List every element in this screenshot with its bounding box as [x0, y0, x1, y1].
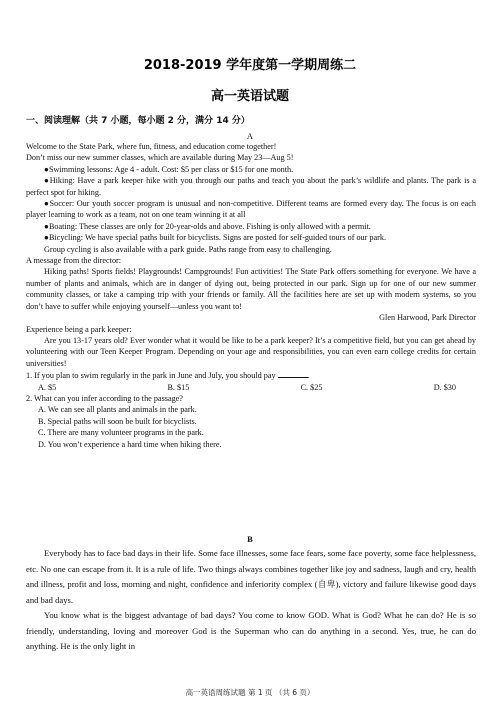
passage-a-line: ●Bicycling: We have special paths built for bicyclists. Signs are posted for self-guided tours of our park.: [44, 233, 387, 243]
option: C. There are many volunteer programs in the park.: [38, 428, 204, 438]
question-2-stem: 2. What can you infer according to the passage?: [26, 393, 183, 403]
exam-title: 2018-2019 学年度第一学期周练二: [143, 58, 357, 73]
passage-a-line: ●Soccer: Our youth soccer program is unusual and non-competitive. Different teams are formed every day. The focus is on each player learning to work as a team, not on one team winning it at all: [26, 199, 476, 220]
exam-subtitle: 高一英语试题: [210, 89, 289, 104]
passage-b-label: B: [247, 534, 253, 544]
passage-b-paragraph: Everybody has to face bad days in their life. Some face illnesses, some face fears, some face poverty, some face helplessness, etc. No one can escape from it. It is a rule of life. Two things always combines together like joy and sadness, laugh and cry, health and illness, profit and loss, morning and night, confidence and inferiority complex (自卑), victory and failure likewise good days and bad days.: [26, 548, 476, 605]
option: B. Special paths will soon be built for bicyclists.: [38, 416, 197, 426]
passage-a-line: Experience being a park keeper:: [26, 324, 132, 334]
passage-a-line: Are you 13-17 years old? Ever wonder what it would be like to be a park keeper? It’s a competitive field, but you can get ahead by volunteering with our Teen Keeper Program. Depending on your age and responsibilities, you can even earn college credits for certain universities!: [26, 335, 476, 368]
option: D. You won’t experience a hard time when hiking there.: [38, 439, 222, 449]
passage-a-line: ●Boating: These classes are only for 20-year-olds and above. Fishing is only allowed with a permit.: [44, 221, 371, 231]
passage-a-line: Don’t miss our new summer classes, which are available during May 23—Aug 5!: [26, 153, 294, 163]
option: A. $5: [38, 382, 57, 392]
director-signature: Glen Harwood, Park Director: [379, 313, 476, 323]
passage-b-paragraph: You know what is the biggest advantage of bad days? You come to know GOD. What is God? What he can do? He is so friendly, understanding, loving and moreover God is the Superman who can do anything in a second. Yes, true, he can do anything. He is the only light in: [26, 610, 476, 651]
option: A. We can see all plants and animals in the park.: [38, 405, 197, 415]
passage-a-line: Welcome to the State Park, where fun, fitness, and education come together!: [26, 142, 277, 151]
passage-a: [26, 141, 476, 450]
page-footer: 高一英语周练试题 第 1 页 （共 6 页）: [185, 688, 315, 697]
passage-a-line: ●Swimming lessons: Age 4 - adult. Cost: $5 per class or $15 for one month.: [44, 164, 294, 174]
answer-blank: [278, 369, 308, 378]
section-heading: 一、阅读理解（共 7 小题，每小题 2 分，满分 14 分）: [26, 116, 250, 126]
question-1-options: [26, 382, 476, 393]
option: B. $15: [167, 382, 190, 392]
passage-a-line: Hiking paths! Sports fields! Playgrounds! Campgrounds! Fun activities! The State Park offers something for everyone. We have a number of plants and animals, which are in danger of dying out, being protected in our park. Sign up for one of our new summer community classes, or take a camping trip with your friends or family. All the facilities here are set up with modern systems, so you don’t have to suffer while enjoying yourself—unless you want to!: [26, 267, 476, 311]
question-1-stem: 1. If you plan to swim regularly in the park in June and July, you should pay .: [26, 371, 310, 381]
passage-b: [26, 546, 476, 655]
passage-a-line: Group cycling is also available with a park guide. Paths range from easy to challenging.: [44, 244, 332, 254]
option: C. $25: [300, 382, 323, 392]
passage-a-line: ●Hiking: Have a park keeper hike with you through our paths and teach you about the park’s wildlife and plants. The park is a perfect spot for hiking.: [26, 176, 476, 197]
option: D. $30: [433, 382, 456, 392]
passage-a-label: A: [246, 131, 254, 141]
passage-a-line: A message from the director:: [26, 256, 122, 266]
